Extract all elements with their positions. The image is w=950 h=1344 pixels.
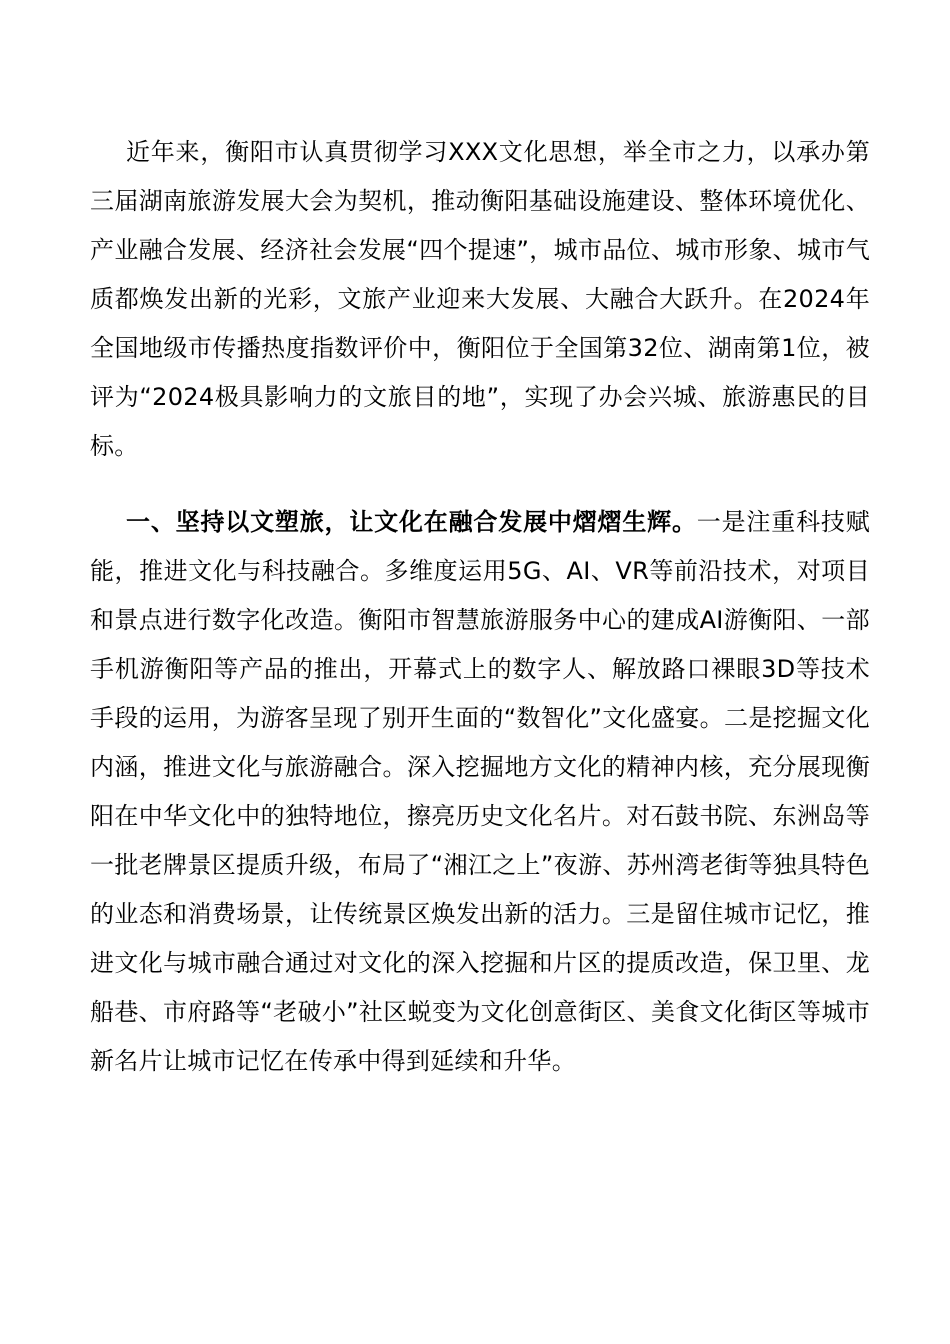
intro-paragraph: 近年来，衡阳市认真贯彻学习XXX文化思想，举全市之力，以承办第三届湖南旅游发展大会为契机，推动衡阳基础设施建设、整体环境优化、产业融合发展、经济社会发展“四个提速”，城市品位、城市形象、城市气质都焕发出新的光彩，文旅产业迎来大发展、大融合大跃升。在2024年全国地级市传播热度指数评价中，衡阳位于全国第32位、湖南第1位，被评为“2024极具影响力的文旅目的地”，实现了办会兴城、旅游惠民的目标。 [90,138,870,460]
section-1-paragraph [90,498,870,1086]
section-1-body: 一是注重科技赋能，推进文化与科技融合。多维度运用5G、AI、VR等前沿技术，对项目和景点进行数字化改造。衡阳市智慧旅游服务中心的建成AI游衡阳、一部手机游衡阳等产品的推出，开幕式上的数字人、解放路口裸眼3D等技术手段的运用，为游客呈现了别开生面的“数智化”文化盛宴。二是挖掘文化内涵，推进文化与旅游融合。深入挖掘地方文化的精神内核，充分展现衡阳在中华文化中的独特地位，擦亮历史文化名片。对石鼓书院、东洲岛等一批老牌景区提质升级，布局了“湘江之上”夜游、苏州湾老街等独具特色的业态和消费场景，让传统景区焕发出新的活力。三是留住城市记忆，推进文化与城市融合通过对文化的深入挖掘和片区的提质改造，保卫里、龙船巷、市府路等“老破小”社区蜕变为文化创意街区、美食文化街区等城市新名片让城市记忆在传承中得到延续和升华。 [90,508,870,1075]
section-1-heading: 一、坚持以文塑旅，让文化在融合发展中熠熠生辉。 [126,508,697,536]
